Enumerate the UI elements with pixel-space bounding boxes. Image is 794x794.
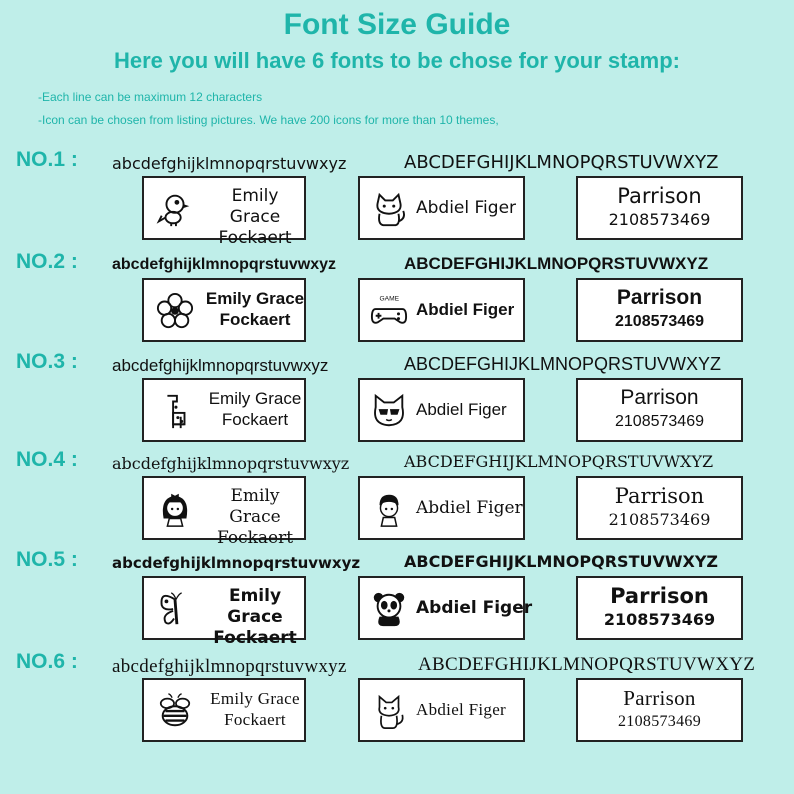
flower-icon (156, 292, 194, 330)
stamp-name: Abdiel Figer (416, 498, 523, 518)
page-subtitle: Here you will have 6 fonts to be chose for your stamp: (113, 48, 680, 73)
stamp-preview-1 (142, 278, 306, 342)
uppercase-sample: ABCDEFGHIJKLMNOPQRSTUVWXYZ (418, 654, 756, 675)
stamp-preview-1 (142, 576, 306, 648)
stamp-preview-3 (576, 678, 743, 742)
stamp-number: 2108573469 (603, 610, 716, 629)
stamp-preview-1 (142, 678, 306, 742)
stamp-number: 2108573469 (608, 210, 711, 229)
stamp-preview-2 (358, 378, 525, 442)
row-label: NO.2 : (16, 250, 78, 273)
stamp-name: Abdiel Figer (416, 700, 507, 719)
lowercase-sample: abcdefghijklmnopqrstuvwxyz (112, 256, 337, 273)
stamp-name: Parrison (610, 584, 709, 608)
stamp-preview-3 (576, 176, 743, 240)
row-label: NO.5 : (16, 548, 78, 571)
stamp-preview-3 (576, 576, 743, 640)
font-row-5 (0, 548, 794, 648)
kitten-icon (370, 692, 408, 730)
stamp-number: 2108573469 (615, 413, 704, 430)
butterfly-icon (156, 590, 194, 628)
stamp-number: 2108573469 (618, 713, 701, 730)
font-row-1 (0, 148, 794, 248)
stamp-preview-2 (358, 278, 525, 342)
stamp-preview-1 (142, 378, 306, 442)
giraffe-icon (156, 392, 194, 430)
stamp-preview-3 (576, 378, 743, 442)
font-row-3 (0, 350, 794, 450)
stamp-name: Parrison (614, 484, 705, 508)
stamp-name: Emily Grace Fockaert (218, 186, 292, 248)
stamp-preview-3 (576, 278, 743, 342)
stamp-name: Emily Grace Fockaert (205, 289, 305, 329)
stamp-preview-2 (358, 476, 525, 540)
uppercase-sample: ABCDEFGHIJKLMNOPQRSTUVWXYZ (404, 152, 719, 173)
stamp-name: Abdiel Figer (416, 198, 517, 218)
uppercase-sample: ABCDEFGHIJKLMNOPQRSTUVWXYZ (404, 552, 719, 571)
cat-sunglasses-icon (370, 392, 408, 430)
bee-icon (156, 692, 194, 730)
girl-icon (156, 490, 194, 528)
stamp-name: Emily Grace Fockaert (216, 486, 294, 548)
boy-icon (370, 490, 408, 528)
font-row-4 (0, 448, 794, 548)
lowercase-sample: abcdefghijklmnopqrstuvwxyz (112, 356, 329, 375)
stamp-name: Parrison (616, 286, 703, 309)
lowercase-sample: abcdefghijklmnopqrstuvwxyz (112, 454, 350, 473)
lowercase-sample: abcdefghijklmnopqrstuvwxyz (112, 554, 361, 572)
stamp-name: Parrison (617, 184, 702, 208)
stamp-name: Emily Grace Fockaert (213, 586, 297, 648)
uppercase-sample: ABCDEFGHIJKLMNOPQRSTUVWXYZ (404, 452, 714, 471)
stamp-preview-2 (358, 678, 525, 742)
font-row-2 (0, 250, 794, 350)
stamp-number: 2108573469 (608, 510, 711, 529)
row-label: NO.3 : (16, 350, 78, 373)
game-controller-icon (370, 292, 408, 330)
lowercase-sample: abcdefghijklmnopqrstuvwxyz (112, 656, 347, 677)
stamp-preview-1 (142, 476, 306, 548)
cat-icon (370, 190, 408, 228)
page-title: Font Size Guide (283, 8, 511, 41)
stamp-preview-1 (142, 176, 306, 248)
row-label: NO.1 : (16, 148, 78, 171)
uppercase-sample: ABCDEFGHIJKLMNOPQRSTUVWXYZ (404, 254, 709, 273)
stamp-name: Abdiel Figer (416, 598, 533, 618)
bird-icon (156, 190, 194, 228)
stamp-preview-3 (576, 476, 743, 540)
note-max-characters: -Each line can be maximum 12 characters (38, 90, 263, 104)
stamp-name: Abdiel Figer (416, 300, 515, 319)
row-label: NO.6 : (16, 650, 78, 673)
stamp-name: Parrison (623, 686, 696, 710)
game-label: GAME (379, 295, 400, 303)
stamp-name: Emily Grace Fockaert (210, 689, 300, 729)
stamp-name: Parrison (620, 386, 699, 409)
panda-icon (370, 590, 408, 628)
uppercase-sample: ABCDEFGHIJKLMNOPQRSTUVWXYZ (404, 354, 722, 374)
lowercase-sample: abcdefghijklmnopqrstuvwxyz (112, 154, 347, 173)
note-icons: -Icon can be chosen from listing pictures. We have 200 icons for more than 10 themes, (38, 113, 499, 127)
stamp-number: 2108573469 (615, 313, 704, 330)
stamp-name: Emily Grace Fockaert (208, 389, 302, 429)
stamp-preview-2 (358, 576, 533, 640)
font-row-6 (0, 650, 794, 750)
stamp-name: Abdiel Figer (416, 400, 507, 419)
row-label: NO.4 : (16, 448, 78, 471)
stamp-preview-2 (358, 176, 525, 240)
